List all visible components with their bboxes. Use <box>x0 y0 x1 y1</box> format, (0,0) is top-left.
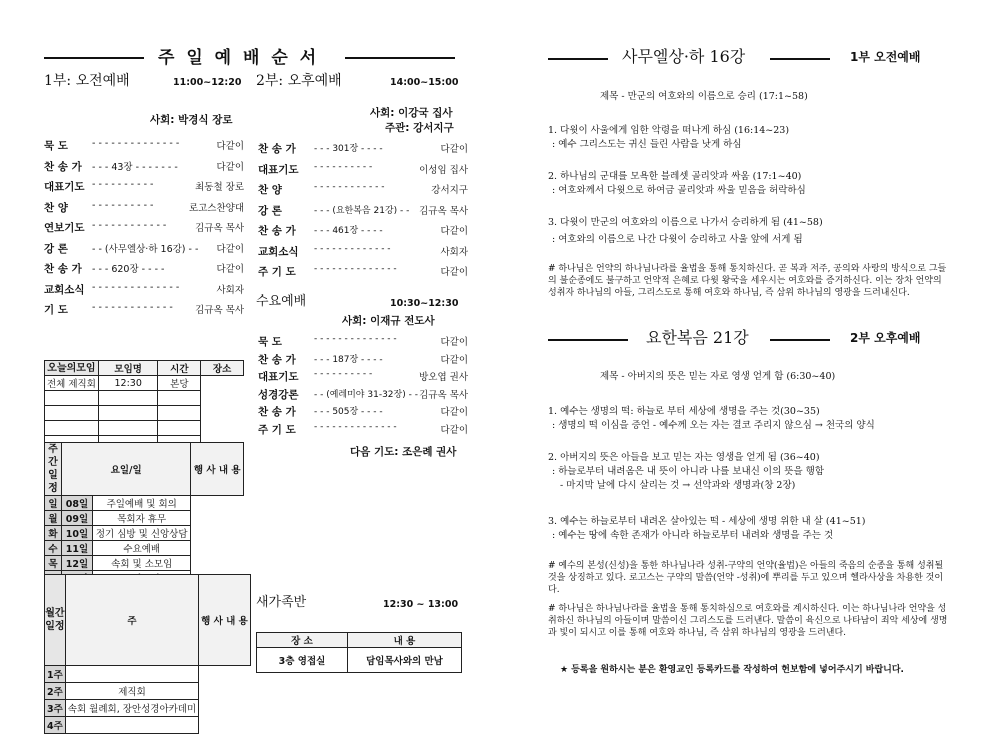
weekday-cell: 수 <box>45 541 62 556</box>
order-value: 김규옥 목사 <box>195 223 244 234</box>
order-detail: - - - 505장 - - - - <box>314 407 383 417</box>
weekly-side: 주간일정 <box>45 443 62 496</box>
table-row <box>45 541 244 556</box>
order-detail: - - - (요한복음 21강) - - <box>314 205 410 216</box>
monthly-header-event: 행 사 내 용 <box>199 575 251 666</box>
order-label: 묵 도 <box>44 140 68 152</box>
service3-time: 10:30~12:30 <box>390 298 459 309</box>
table-row <box>45 391 244 406</box>
sermon1-point1-head: 1. 다윗이 사울에게 임한 악령을 떠나게 하심 (16:14~23) <box>548 125 790 136</box>
service3-closing: 다음 기도: 조은례 권사 <box>350 446 457 458</box>
title-rule-right <box>345 57 455 59</box>
order-detail: - - - 461장 - - - - <box>314 226 383 236</box>
week-cell: 3주 <box>45 700 66 717</box>
table-cell <box>45 421 99 436</box>
order-value: 다같이 <box>216 161 244 173</box>
weekly-header-day: 요일/일 <box>62 443 191 496</box>
order-label: 찬 송 가 <box>258 225 296 237</box>
order-label: 찬 송 가 <box>44 160 82 173</box>
weekly-header-event: 행 사 내 용 <box>191 443 244 496</box>
sermon1-point1-sub: : 예수 그리스도는 귀신 들린 사람을 낫게 하심 <box>552 139 742 150</box>
title-rule-left <box>44 57 144 59</box>
order-value: 방오엽 권사 <box>419 372 468 383</box>
order-label: 교회소식 <box>258 245 299 258</box>
table-cell <box>98 421 158 436</box>
table-row <box>45 496 244 511</box>
order-label: 강 론 <box>44 242 68 255</box>
week-cell: 4주 <box>45 717 66 734</box>
sermon2-note1: # 예수의 본성(신성)을 통한 하나님나라 성취-구약의 언약(율법)은 아들의 죽음의 순종을 통해 성취될 것을 상징하고 있다. 로고스는 구약의 말씀(언약 -성취)에 뿌리를 두고 있으며 헬라사상을 차용한 것이다. <box>548 561 944 595</box>
order-value: 다같이 <box>440 337 468 348</box>
order-row <box>258 369 468 383</box>
order-detail: - - - - - - - - - - <box>92 199 154 211</box>
order-value: 다같이 <box>440 267 468 278</box>
sermon1-note: # 하나님은 언약의 하나님나라를 율법을 통해 통치하신다. 곧 복과 저주, 공의와 사랑의 방식으로 그들의 불순종에도 불구하고 언약적 은혜로 다윗 왕국을 세우시는 여호와를 증거하신다. 이는 장차 언약의 성취자 하나님의 아들, 그리스도로 통해 여호와 하나님, 즉 삼위 하나님의 영광을 드러내신다. <box>548 264 947 298</box>
service2-host2: 주관: 강서지구 <box>385 122 454 134</box>
today-header-name: 모임명 <box>98 361 158 376</box>
today-meeting-side: 오늘의모임 <box>45 361 99 376</box>
order-detail: - - - - - - - - - - - - <box>314 182 385 192</box>
page-title: 주 일 예 배 순 서 <box>158 48 320 68</box>
sermon1-tag: 1부 오전예배 <box>850 50 921 64</box>
table-cell: 전체 제직회 <box>45 376 99 391</box>
date-cell: 09일 <box>62 511 93 526</box>
sermon2-point2-sub: : 하늘로부터 내려옴은 내 뜻이 아니라 나를 보내신 이의 뜻을 행함 <box>552 466 825 477</box>
event-cell: 정기 심방 및 신앙상담 <box>93 526 191 541</box>
order-label: 찬 송 가 <box>44 263 82 275</box>
order-value: 사회자 <box>440 246 468 258</box>
monthly-header-week: 주 <box>65 575 198 666</box>
order-row <box>258 352 468 366</box>
order-label: 찬 송 가 <box>258 406 296 418</box>
order-value: 김규옥 목사 <box>419 205 468 217</box>
event-cell: 목회자 휴무 <box>93 511 191 526</box>
sermon1-rule-right <box>770 58 830 60</box>
order-row <box>258 264 468 278</box>
family-time: 12:30 ~ 13:00 <box>383 599 459 610</box>
today-header-place: 장소 <box>201 361 244 376</box>
date-cell: 10일 <box>62 526 93 541</box>
sermon1-point2-head: 2. 하나님의 군대를 모욕한 블레셋 골리앗과 싸움 (17:1~40) <box>548 171 802 182</box>
family-content: 담임목사와의 만남 <box>348 648 462 673</box>
order-detail: - - - - - - - - - - - - - - <box>92 138 180 149</box>
table-row <box>45 376 244 391</box>
order-label: 대표기도 <box>258 163 299 176</box>
event-cell: 제직회 <box>65 683 198 700</box>
order-detail: - - - - - - - - - - - - <box>92 220 167 231</box>
order-value: 김규옥 목사 <box>195 305 244 316</box>
order-detail: - - - - - - - - - - <box>92 179 154 190</box>
order-label: 묵 도 <box>258 336 282 348</box>
order-row <box>258 387 468 401</box>
table-cell <box>45 406 99 421</box>
sermon2-point1-sub: : 생명의 떡 이심을 증언 - 예수께 오는 자는 결코 주리지 않으심 → 천국의 양식 <box>552 420 875 431</box>
order-detail: - - - 43장 - - - - - - - <box>92 161 178 173</box>
order-value: 다같이 <box>216 264 244 275</box>
order-row <box>258 334 468 348</box>
service2-time: 14:00~15:00 <box>390 77 459 88</box>
order-row <box>44 302 244 316</box>
service3-name: 수요예배 <box>256 294 307 309</box>
table-cell: 12:30 <box>98 376 158 391</box>
order-value: 다같이 <box>440 226 468 237</box>
order-row <box>258 203 468 217</box>
table-cell <box>98 391 158 406</box>
sermon2-point2-head: 2. 아버지의 뜻은 아들을 보고 믿는 자는 영생을 얻게 됨 (36~40) <box>548 452 820 463</box>
order-label: 대표기도 <box>44 181 85 193</box>
order-row <box>44 241 244 255</box>
sermon1-point3-head: 3. 다윗이 만군의 여호와의 이름으로 나가서 승리하게 됨 (41~58) <box>548 217 823 228</box>
table-row <box>45 421 244 436</box>
order-value: 다같이 <box>440 144 468 155</box>
event-cell <box>65 666 198 683</box>
order-row <box>258 404 468 418</box>
today-meeting-table <box>44 360 244 451</box>
table-cell: 본당 <box>158 376 201 391</box>
sermon1-point3-sub: : 여호와의 이름으로 나간 다윗이 승리하고 사울 앞에 서게 됨 <box>552 234 803 245</box>
family-header-place: 장 소 <box>257 633 348 648</box>
order-row <box>258 244 468 258</box>
today-header-time: 시간 <box>158 361 201 376</box>
event-cell: 주일예배 및 회의 <box>93 496 191 511</box>
order-row <box>44 282 244 296</box>
order-label: 주 기 도 <box>258 266 296 278</box>
sermon1-rule-left <box>548 58 608 60</box>
order-detail: - - - - - - - - - - <box>314 161 373 172</box>
order-detail: - - - - - - - - - - - - - - <box>92 281 180 293</box>
date-cell: 11일 <box>62 541 93 556</box>
order-value: 김규옥 목사 <box>419 389 468 401</box>
order-row <box>44 179 244 193</box>
order-value: 로고스찬양대 <box>188 202 244 214</box>
order-label: 찬 양 <box>258 184 282 196</box>
order-row <box>44 261 244 275</box>
order-value: 사회자 <box>216 284 244 296</box>
order-label: 교회소식 <box>44 283 85 296</box>
sermon2-point3-sub: : 예수는 땅에 속한 존재가 아니라 하늘로부터 내려와 생명을 주는 것 <box>552 530 834 541</box>
order-detail: - - - - - - - - - - - - - - <box>314 264 397 274</box>
order-label: 찬 양 <box>44 201 68 214</box>
order-label: 찬 송 가 <box>258 143 296 155</box>
order-detail: - - - 301장 - - - - <box>314 144 383 154</box>
order-row <box>44 138 244 152</box>
sermon2-rule-right <box>770 339 830 341</box>
week-cell: 2주 <box>45 683 66 700</box>
order-detail: - - (예레미야 31-32장) - - <box>314 389 418 400</box>
order-row <box>44 200 244 214</box>
event-cell <box>65 717 198 734</box>
sermon2-title: 요한복음 21강 <box>646 328 749 347</box>
sermon2-subject: 제목 - 아버지의 뜻은 믿는 자로 영생 얻게 함 (6:30~40) <box>600 371 836 382</box>
family-table <box>256 632 462 673</box>
table-row <box>45 666 251 683</box>
sermon2-tag: 2부 오후예배 <box>850 331 921 345</box>
order-detail: - - - - - - - - - - - - - - <box>314 421 397 432</box>
service1-time: 11:00~12:20 <box>173 77 242 88</box>
service1-name: 1부: 오전예배 <box>44 73 130 89</box>
registration-footer: ★ 등록을 원하시는 분은 환영교인 등록카드를 작성하여 헌보함에 넣어주시기 바랍니다. <box>560 665 904 675</box>
sermon2-point3-head: 3. 예수는 하늘로부터 내려온 살아있는 떡 - 세상에 생명 위한 내 살 (41~51) <box>548 516 866 527</box>
order-detail: - - - - - - - - - - - - - <box>314 243 391 254</box>
table-cell <box>98 406 158 421</box>
monthly-table <box>44 574 251 734</box>
order-value: 이성임 집사 <box>419 164 468 176</box>
table-row <box>45 511 244 526</box>
event-cell: 속회 및 소모임 <box>93 556 191 571</box>
family-name: 새가족반 <box>256 595 307 610</box>
order-value: 최동철 장로 <box>195 182 244 193</box>
order-row <box>258 422 468 436</box>
table-row <box>45 683 251 700</box>
table-row <box>45 406 244 421</box>
service3-host: 사회: 이재규 전도사 <box>342 315 435 327</box>
order-detail: - - - 620장 - - - - <box>92 264 165 275</box>
week-cell: 1주 <box>45 666 66 683</box>
order-detail: - - - - - - - - - - <box>314 369 373 379</box>
order-value: 강서지구 <box>431 185 468 196</box>
order-row <box>258 162 468 176</box>
table-cell <box>158 406 201 421</box>
order-row <box>44 220 244 234</box>
sermon2-point1-head: 1. 예수는 생명의 떡: 하늘로 부터 세상에 생명을 주는 것(30~35) <box>548 406 820 417</box>
family-header-content: 내 용 <box>348 633 462 648</box>
sermon1-title: 사무엘상·하 16강 <box>622 47 746 66</box>
order-value: 다같이 <box>216 243 244 255</box>
order-detail: - - - - - - - - - - - - - <box>92 302 173 313</box>
date-cell: 08일 <box>62 496 93 511</box>
table-row <box>45 526 244 541</box>
table-row <box>45 556 244 571</box>
weekday-cell: 목 <box>45 556 62 571</box>
event-cell: 속회 월례회, 장안성경아카데미 <box>65 700 198 717</box>
table-row <box>45 700 251 717</box>
order-label: 기 도 <box>44 304 68 316</box>
order-value: 다같이 <box>440 407 468 418</box>
sermon1-point2-sub: : 여호와께서 다윗으로 하여금 골리앗과 싸울 믿음을 허락하심 <box>552 185 806 196</box>
order-value: 다같이 <box>440 354 468 366</box>
weekday-cell: 월 <box>45 511 62 526</box>
order-label: 연보기도 <box>44 222 85 234</box>
order-value: 다같이 <box>440 424 468 436</box>
table-cell <box>158 391 201 406</box>
sermon2-point2-sub2: - 마지막 날에 다시 살리는 것 → 선악과와 생명과(창 2장) <box>560 480 796 491</box>
service2-name: 2부: 오후예배 <box>256 73 342 89</box>
order-label: 주 기 도 <box>258 423 296 436</box>
order-value: 다같이 <box>216 141 244 152</box>
event-cell: 수요예배 <box>93 541 191 556</box>
order-row <box>258 141 468 155</box>
order-label: 대표기도 <box>258 371 299 383</box>
order-detail: - - - - - - - - - - - - - - <box>314 334 397 344</box>
service2-host: 사회: 이강국 집사 <box>370 107 453 119</box>
weekday-cell: 화 <box>45 526 62 541</box>
table-row <box>45 717 251 734</box>
order-label: 찬 송 가 <box>258 353 296 366</box>
sermon1-subject: 제목 - 만군의 여호와의 이름으로 승리 (17:1~58) <box>600 91 808 102</box>
order-label: 성경강론 <box>258 388 299 401</box>
family-place: 3층 영접실 <box>257 648 348 673</box>
sermon2-note2: # 하나님은 하나님나라를 율법을 통해 통치하심으로 여호와를 계시하신다. 이는 하나님나라 언약을 성취하신 하나님의 아들이며 말씀이신 그리스도를 드러낸다. 말씀이 육신으로 나타남이 죄악 세상에 생명과 빛이 되시고 이를 통해 여호와 하나님, 즉 삼위 하나님의 영광을 드러낸다. <box>548 604 948 638</box>
order-detail: - - (사무엘상·하 16강) - - <box>92 243 199 255</box>
date-cell: 12일 <box>62 556 93 571</box>
service1-host: 사회: 박경식 장로 <box>150 114 233 126</box>
order-label: 강 론 <box>258 204 282 217</box>
sermon2-rule-left <box>548 339 628 341</box>
table-cell <box>45 391 99 406</box>
monthly-side: 월간일정 <box>45 575 66 666</box>
order-detail: - - - 187장 - - - - <box>314 354 383 365</box>
order-row <box>258 223 468 237</box>
order-row <box>44 159 244 173</box>
order-row <box>258 182 468 196</box>
weekday-cell: 일 <box>45 496 62 511</box>
table-cell <box>158 421 201 436</box>
